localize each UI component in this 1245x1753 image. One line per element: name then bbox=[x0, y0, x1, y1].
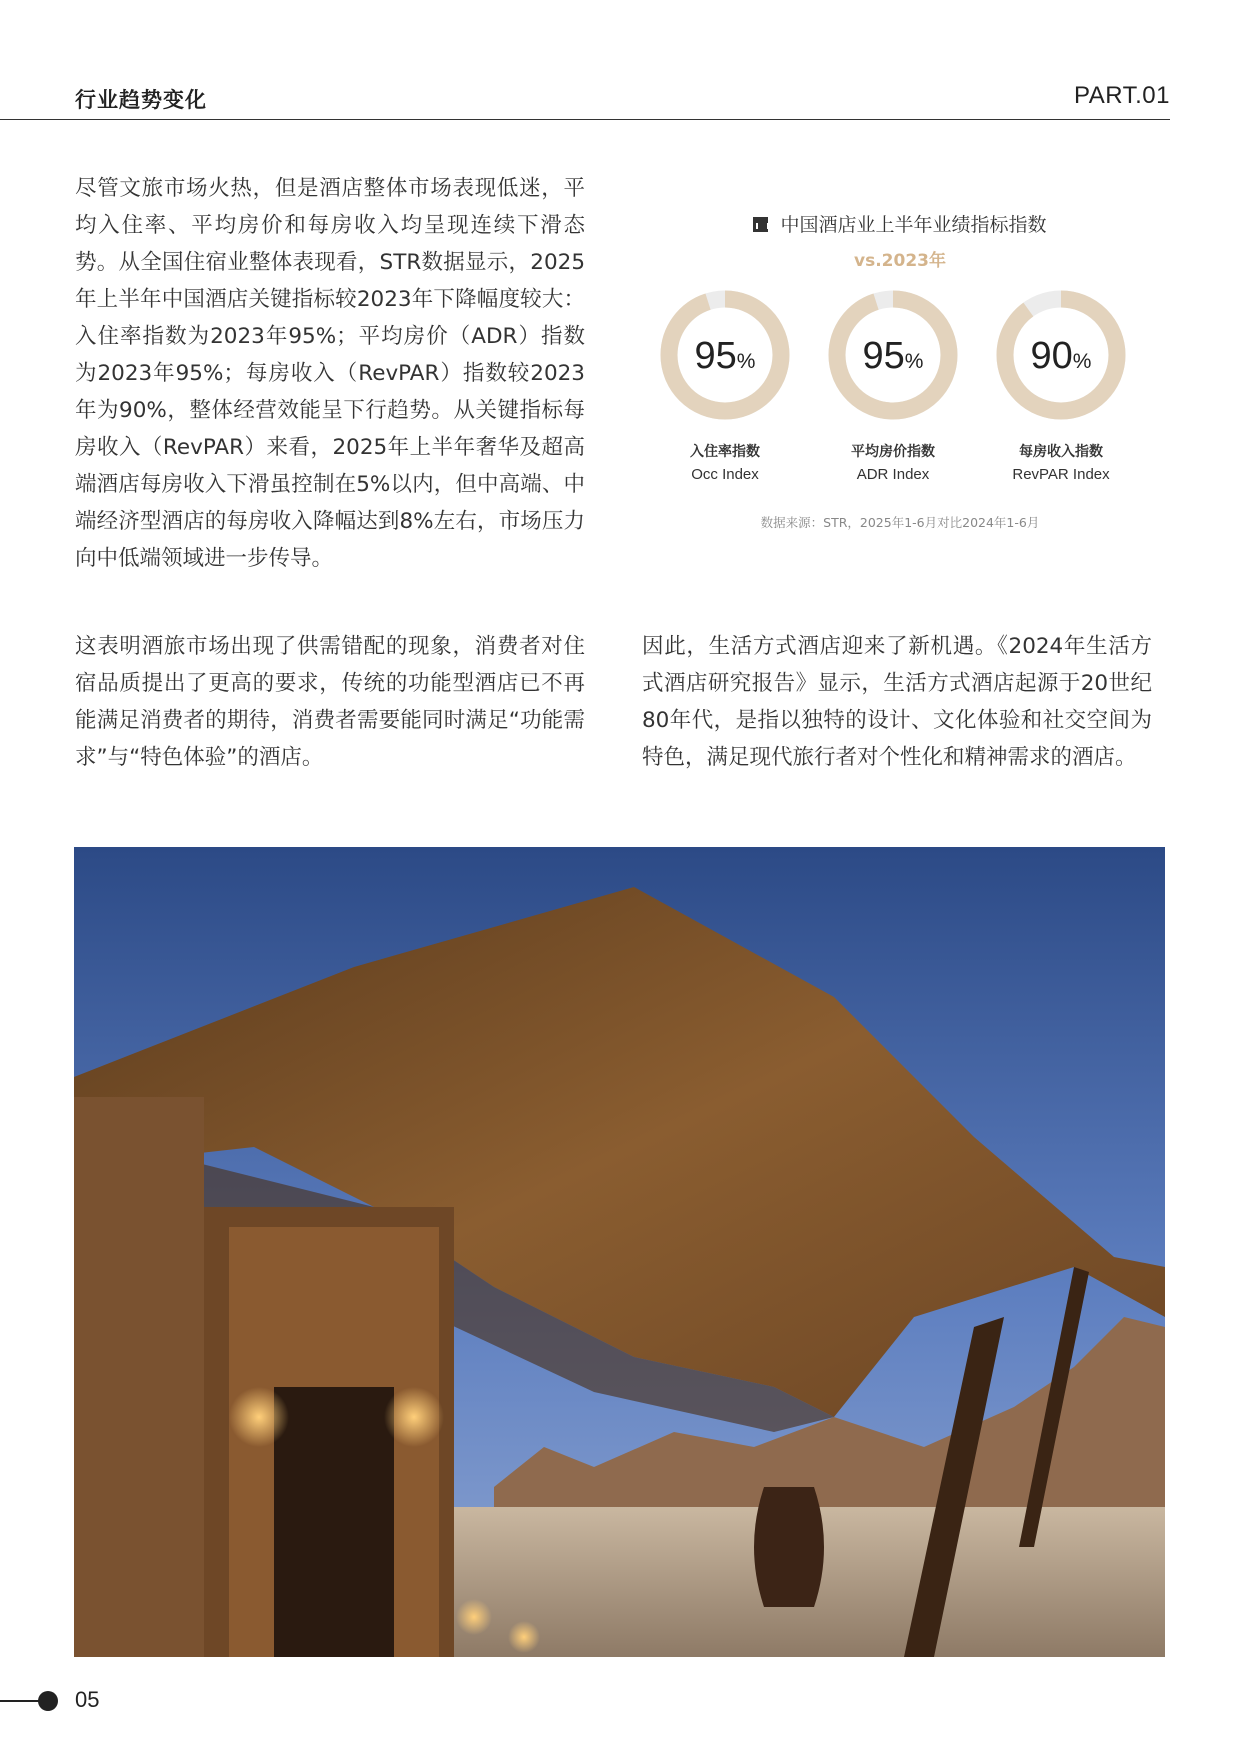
donut-adr-value bbox=[863, 335, 924, 377]
wall-light-left bbox=[229, 1387, 289, 1447]
entry-door bbox=[274, 1387, 394, 1657]
donut-occ bbox=[669, 299, 781, 483]
donut-revpar-label-en: RevPAR Index bbox=[1012, 466, 1110, 483]
donut-adr-number: 95 bbox=[862, 335, 905, 377]
donut-occ-value bbox=[695, 335, 756, 377]
paragraph-market-overview: 尽管文旅市场火热，但是酒店整体市场表现低迷，平均入住率、平均房价和每房收入均呈现连续下滑态势。从全国住宿业整体表现看，STR数据显示，2025年上半年中国酒店关键指标较2023年下降幅度较大：入住率指数为2023年95%；平均房价（ADR）指数为2023年95%；每房收入（RevPAR）指数较2023年为90%，整体经营效能呈下行趋势。从关键指标每房收入（RevPAR）来看，2025年上半年奢华及超高端酒店每房收入下滑虽控制在5%以内，但中高端、中端经济型酒店的每房收入降幅达到8%左右，市场压力向中低端领域进一步传导。 bbox=[75, 176, 585, 571]
footer-dot bbox=[38, 1691, 58, 1711]
section-title: 行业趋势变化 bbox=[75, 88, 207, 112]
donut-revpar-number: 90 bbox=[1030, 335, 1073, 377]
donut-occ-label-en: Occ Index bbox=[691, 466, 759, 483]
donut-occ-percent: % bbox=[736, 350, 756, 373]
donut-revpar-value bbox=[1031, 335, 1092, 377]
wall-light-right bbox=[384, 1387, 444, 1447]
ground-light-1 bbox=[456, 1599, 492, 1635]
chart-subtitle: vs.2023年 bbox=[854, 251, 946, 271]
chart-source: 数据来源：STR，2025年1-6月对比2024年1-6月 bbox=[760, 515, 1040, 530]
donut-adr-label-en: ADR Index bbox=[856, 466, 930, 483]
donut-occ-label-cn: 入住率指数 bbox=[690, 444, 760, 460]
donut-occ-number: 95 bbox=[694, 335, 737, 377]
left-wall bbox=[74, 1097, 204, 1657]
hotel-photo bbox=[74, 847, 1165, 1657]
donut-adr-label-cn: 平均房价指数 bbox=[851, 444, 935, 460]
footer-line bbox=[0, 1700, 40, 1702]
donut-adr bbox=[837, 299, 949, 483]
donut-revpar-label-cn: 每房收入指数 bbox=[1019, 444, 1103, 460]
hotel-photo-illustration bbox=[74, 847, 1165, 1657]
ground-light-2 bbox=[508, 1621, 540, 1653]
donut-revpar-percent: % bbox=[1072, 350, 1092, 373]
chart-title-text: 中国酒店业上半年业绩指标指数 bbox=[780, 214, 1047, 236]
paragraph-supply-demand: 这表明酒旅市场出现了供需错配的现象，消费者对住宿品质提出了更高的要求，传统的功能型酒店已不再能满足消费者的期待，消费者需要能同时满足“功能需求”与“特色体验”的酒店。 bbox=[75, 634, 585, 770]
page-number: 05 bbox=[75, 1687, 100, 1712]
donut-chart bbox=[640, 290, 1160, 490]
header-divider bbox=[0, 119, 1170, 120]
paragraph-lifestyle-hotels: 因此，生活方式酒店迎来了新机遇。《2024年生活方式酒店研究报告》显示，生活方式酒店起源于20世纪80年代，是指以独特的设计、文化体验和社交空间为特色，满足现代旅行者对个性化和精神需求的酒店。 bbox=[642, 634, 1152, 770]
donut-adr-percent: % bbox=[904, 350, 924, 373]
donut-revpar bbox=[1005, 299, 1117, 483]
clay-pot bbox=[754, 1487, 824, 1607]
chart-title bbox=[640, 210, 1160, 237]
part-label: PART.01 bbox=[1074, 82, 1170, 109]
bar-chart-icon bbox=[753, 217, 768, 232]
